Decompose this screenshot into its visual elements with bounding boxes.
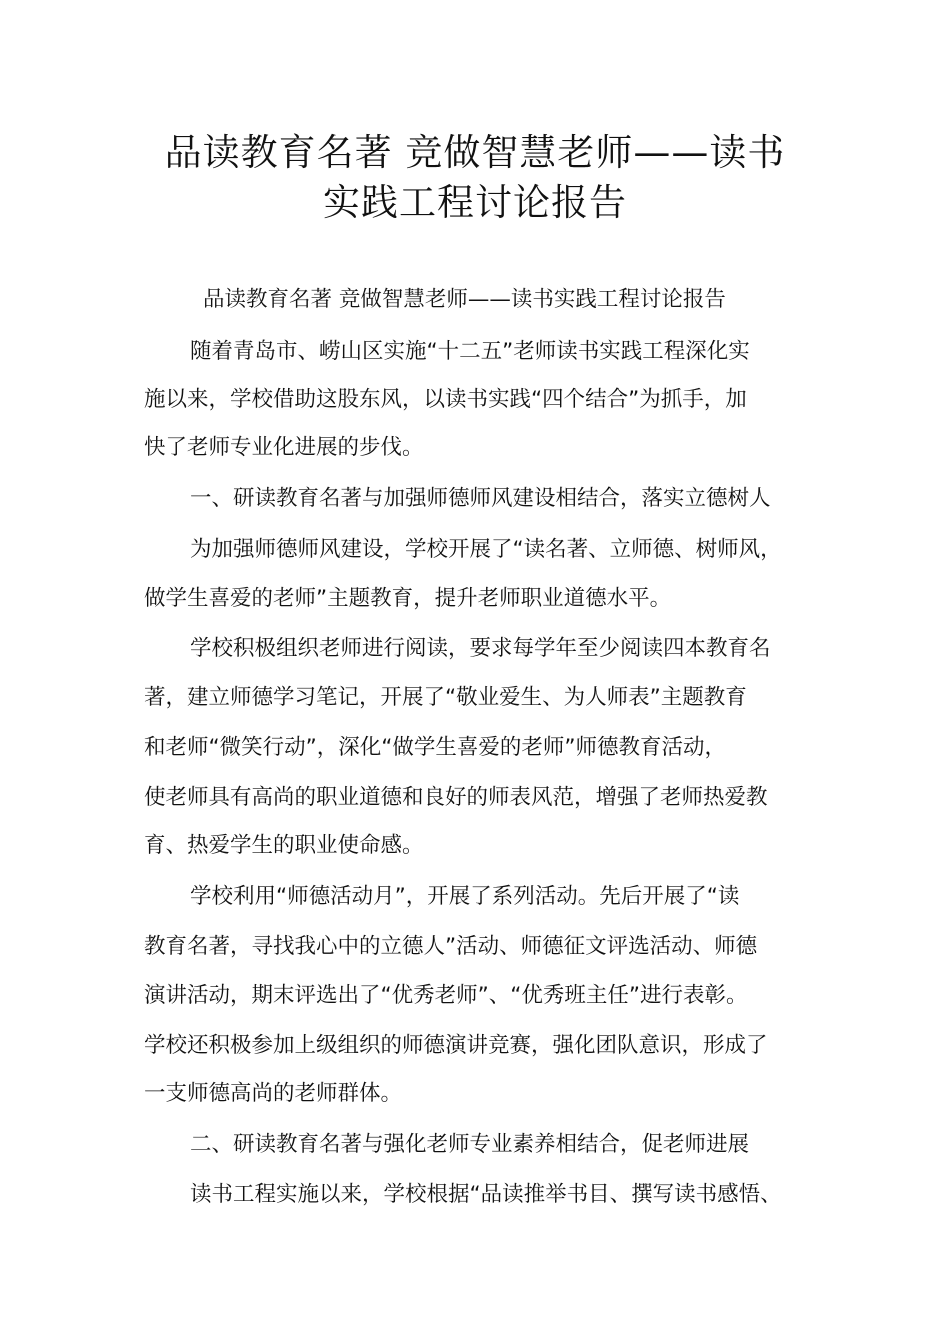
document-title-line-1: 品读教育名著 竞做智慧老师——读书 xyxy=(164,131,786,174)
body-line: 读书工程实施以来，学校根据“品读推举书目、撰写读书感悟、 xyxy=(190,1182,782,1207)
body-line: 随着青岛市、崂山区实施“十二五”老师读书实践工程深化实 xyxy=(190,339,750,364)
body-line: 学校积极组织老师进行阅读，要求每学年至少阅读四本教育名 xyxy=(190,636,771,661)
body-line: 为加强师德师风建设，学校开展了“读名著、立师德、树师风， xyxy=(190,537,782,562)
section-heading-2: 二、研读教育名著与强化老师专业素养相结合，促老师进展 xyxy=(190,1132,750,1157)
body-line: 演讲活动，期末评选出了“优秀老师”、“优秀班主任”进行表彰。 xyxy=(144,983,748,1008)
body-line: 育、热爱学生的职业使命感。 xyxy=(144,833,424,858)
body-line: 教育名著，寻找我心中的立德人”活动、师德征文评选活动、师德 xyxy=(144,934,758,959)
document-title-line-2: 实践工程讨论报告 xyxy=(323,181,627,224)
body-line: 快了老师专业化进展的步伐。 xyxy=(144,435,424,460)
body-line: 一支师德高尚的老师群体。 xyxy=(144,1081,403,1106)
body-line: 做学生喜爱的老师”主题教育，提升老师职业道德水平。 xyxy=(144,586,672,611)
section-heading-1: 一、研读教育名著与加强师德师风建设相结合，落实立德树人 xyxy=(190,486,771,511)
body-line: 施以来，学校借助这股东风，以读书实践“四个结合”为抓手，加 xyxy=(144,387,747,412)
body-line: 著，建立师德学习笔记，开展了“敬业爱生、为人师表”主题教育 xyxy=(144,685,747,710)
body-line: 学校还积极参加上级组织的师德演讲竞赛，强化团队意识，形成了 xyxy=(144,1033,768,1058)
subtitle-line: 品读教育名著 竞做智慧老师——读书实践工程讨论报告 xyxy=(203,287,726,312)
body-line: 使老师具有高尚的职业道德和良好的师表风范，增强了老师热爱教 xyxy=(144,785,768,810)
body-line: 和老师“微笑行动”，深化“做学生喜爱的老师”师德教育活动， xyxy=(144,735,727,760)
body-line: 学校利用“师德活动月”，开展了系列活动。先后开展了“读 xyxy=(190,884,740,909)
